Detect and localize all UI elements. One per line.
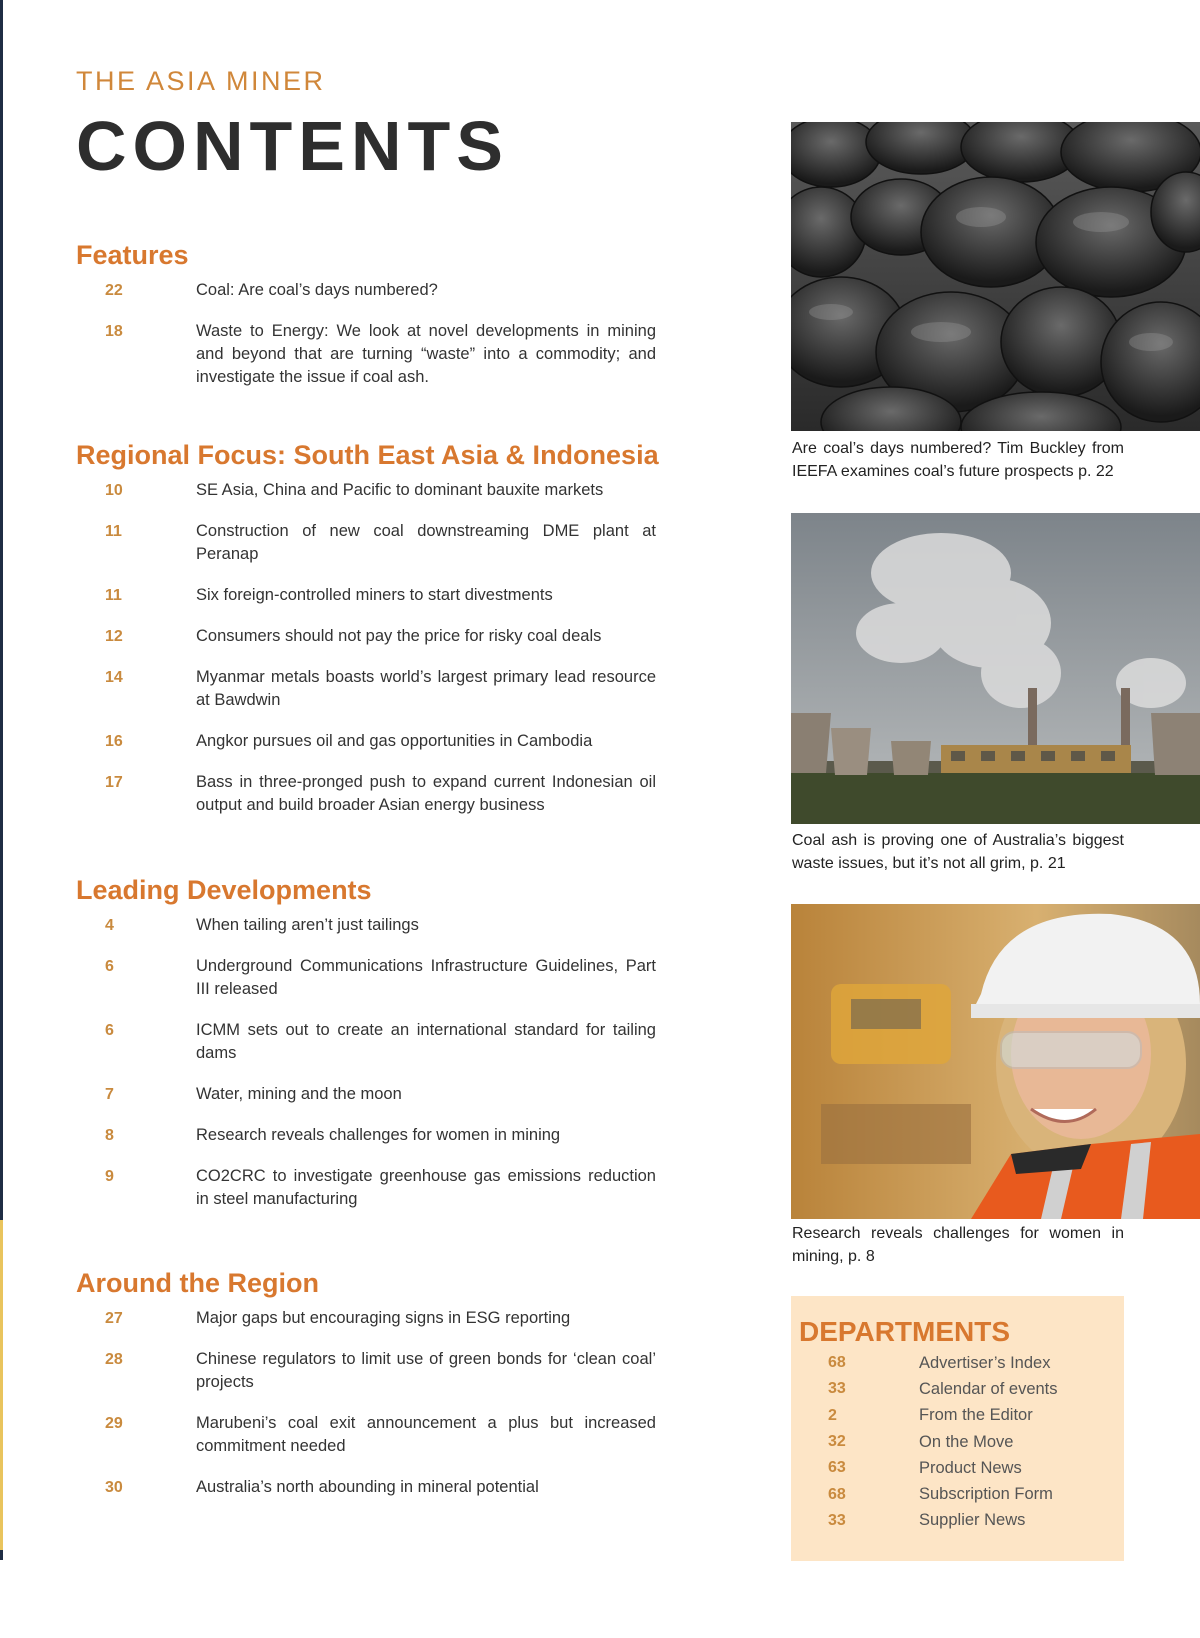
toc-entry-text: When tailing aren’t just tailings (196, 916, 419, 934)
toc-entry[interactable] (76, 1412, 696, 1458)
toc-entry[interactable] (76, 1348, 696, 1394)
department-label: Calendar of events (919, 1379, 1058, 1398)
toc-entry-text: Marubeni’s coal exit announcement a plus but increased commitment needed (196, 1414, 656, 1455)
department-item[interactable] (791, 1481, 1124, 1507)
toc-entry-text: Research reveals challenges for women in mining (196, 1126, 561, 1144)
section-title: Features (76, 240, 189, 270)
toc-entry-text: Australia’s north abounding in mineral potential (196, 1478, 539, 1496)
toc-page-number: 9 (105, 1168, 114, 1185)
toc-entry-text: Bass in three-pronged push to expand current Indonesian oil output and build broader Asian energy business (196, 773, 656, 814)
toc-page-number: 11 (105, 587, 122, 604)
toc-entry-text: Waste to Energy: We look at novel developments in mining and beyond that are turning “waste” into a commodity; and investigate the issue if coal ash. (196, 322, 656, 386)
coal-photo[interactable] (791, 122, 1200, 431)
department-label: Subscription Form (919, 1485, 1053, 1504)
department-page-number: 33 (828, 1380, 846, 1398)
section-features (76, 239, 696, 407)
page-title: CONTENTS (76, 107, 509, 185)
toc-entry[interactable] (76, 955, 696, 1001)
department-item[interactable] (791, 1350, 1124, 1376)
toc-entry[interactable] (76, 279, 696, 302)
power-station-photo[interactable] (791, 513, 1200, 824)
departments-box (791, 1296, 1124, 1561)
department-label: Advertiser’s Index (919, 1353, 1051, 1372)
toc-entry[interactable] (76, 914, 696, 937)
toc-entry-text: Major gaps but encouraging signs in ESG reporting (196, 1309, 571, 1327)
department-label: Supplier News (919, 1511, 1026, 1530)
toc-entry[interactable] (76, 1165, 696, 1211)
department-page-number: 68 (828, 1354, 846, 1372)
toc-entry-text: Coal: Are coal’s days numbered? (196, 281, 438, 299)
toc-entry[interactable] (76, 1124, 696, 1147)
woman-miner-image (791, 904, 1200, 1219)
toc-entry[interactable] (76, 730, 696, 753)
department-item[interactable] (791, 1376, 1124, 1402)
toc-page-number: 16 (105, 733, 123, 750)
toc-entry[interactable] (76, 666, 696, 712)
toc-entry[interactable] (76, 1019, 696, 1065)
toc-entry-text: Consumers should not pay the price for risky coal deals (196, 627, 602, 645)
toc-page-number: 6 (105, 1022, 114, 1039)
toc-page-number: 22 (105, 282, 123, 299)
toc-entry-text: Construction of new coal downstreaming DME plant at Peranap (196, 522, 656, 563)
department-item[interactable] (791, 1429, 1124, 1455)
toc-entry-text: ICMM sets out to create an international standard for tailing dams (196, 1021, 656, 1062)
toc-page-number: 17 (105, 774, 123, 791)
department-label: From the Editor (919, 1406, 1033, 1425)
toc-page-number: 14 (105, 669, 123, 686)
department-item[interactable] (791, 1455, 1124, 1481)
toc-page-number: 27 (105, 1310, 123, 1327)
toc-page-number: 30 (105, 1479, 123, 1496)
toc-page-number: 12 (105, 628, 123, 645)
departments-list (791, 1350, 1124, 1534)
toc-entry-text: Angkor pursues oil and gas opportunities in Cambodia (196, 732, 593, 750)
toc-page-number: 29 (105, 1415, 123, 1432)
departments-title: DEPARTMENTS (799, 1316, 1011, 1347)
toc-entry-text: Myanmar metals boasts world’s largest primary lead resource at Bawdwin (196, 668, 656, 709)
power-station-photo-caption: Coal ash is proving one of Australia’s biggest waste issues, but it’s not all grim, p. 21 (792, 832, 1124, 872)
toc-page-number: 7 (105, 1086, 114, 1103)
toc-entry-text: CO2CRC to investigate greenhouse gas emissions reduction in steel manufacturing (196, 1167, 656, 1208)
page-header (76, 66, 509, 185)
magazine-name: THE ASIA MINER (76, 66, 326, 96)
section-around-the-region (76, 1267, 696, 1517)
toc-entry[interactable] (76, 1476, 696, 1499)
department-label: On the Move (919, 1432, 1014, 1451)
toc-entry-text: Six foreign-controlled miners to start divestments (196, 586, 553, 604)
toc-entry[interactable] (76, 625, 696, 648)
section-title: Regional Focus: South East Asia & Indonesia (76, 440, 659, 470)
toc-entry-text: Chinese regulators to limit use of green bonds for ‘clean coal’ projects (196, 1350, 656, 1391)
department-page-number: 63 (828, 1459, 846, 1477)
section-title: Leading Developments (76, 875, 372, 905)
woman-miner-photo-caption: Research reveals challenges for women in mining, p. 8 (792, 1225, 1124, 1265)
department-label: Product News (919, 1458, 1022, 1477)
toc-entry-text: Underground Communications Infrastructure Guidelines, Part III released (196, 957, 656, 998)
department-page-number: 2 (828, 1406, 837, 1424)
toc-entry-text: Water, mining and the moon (196, 1085, 402, 1103)
department-item[interactable] (791, 1508, 1124, 1534)
toc-entry[interactable] (76, 479, 696, 502)
coal-photo-caption: Are coal’s days numbered? Tim Buckley from IEEFA examines coal’s future prospects p. 22 (792, 440, 1124, 480)
toc-page-number: 18 (105, 323, 123, 340)
toc-entry-text: SE Asia, China and Pacific to dominant bauxite markets (196, 481, 604, 499)
toc-entry[interactable] (76, 520, 696, 566)
department-page-number: 68 (828, 1485, 846, 1503)
toc-entry[interactable] (76, 320, 696, 389)
section-regional-focus (76, 439, 696, 835)
department-page-number: 32 (828, 1433, 846, 1451)
toc-entry[interactable] (76, 771, 696, 817)
toc-entry[interactable] (76, 584, 696, 607)
toc-page-number: 4 (105, 917, 114, 934)
toc-page-number: 6 (105, 958, 114, 975)
page-edge-bar-accent (0, 1220, 3, 1550)
toc-page-number: 11 (105, 523, 122, 540)
toc-page-number: 10 (105, 482, 123, 499)
toc-page-number: 8 (105, 1127, 114, 1144)
toc-entry[interactable] (76, 1083, 696, 1106)
toc-entry[interactable] (76, 1307, 696, 1330)
power-station-image (791, 513, 1200, 824)
department-item[interactable] (791, 1403, 1124, 1429)
coal-image (791, 122, 1200, 431)
section-title: Around the Region (76, 1268, 319, 1298)
department-page-number: 33 (828, 1511, 846, 1529)
woman-miner-photo[interactable] (791, 904, 1200, 1219)
section-leading-developments (76, 874, 696, 1229)
toc-page-number: 28 (105, 1351, 123, 1368)
